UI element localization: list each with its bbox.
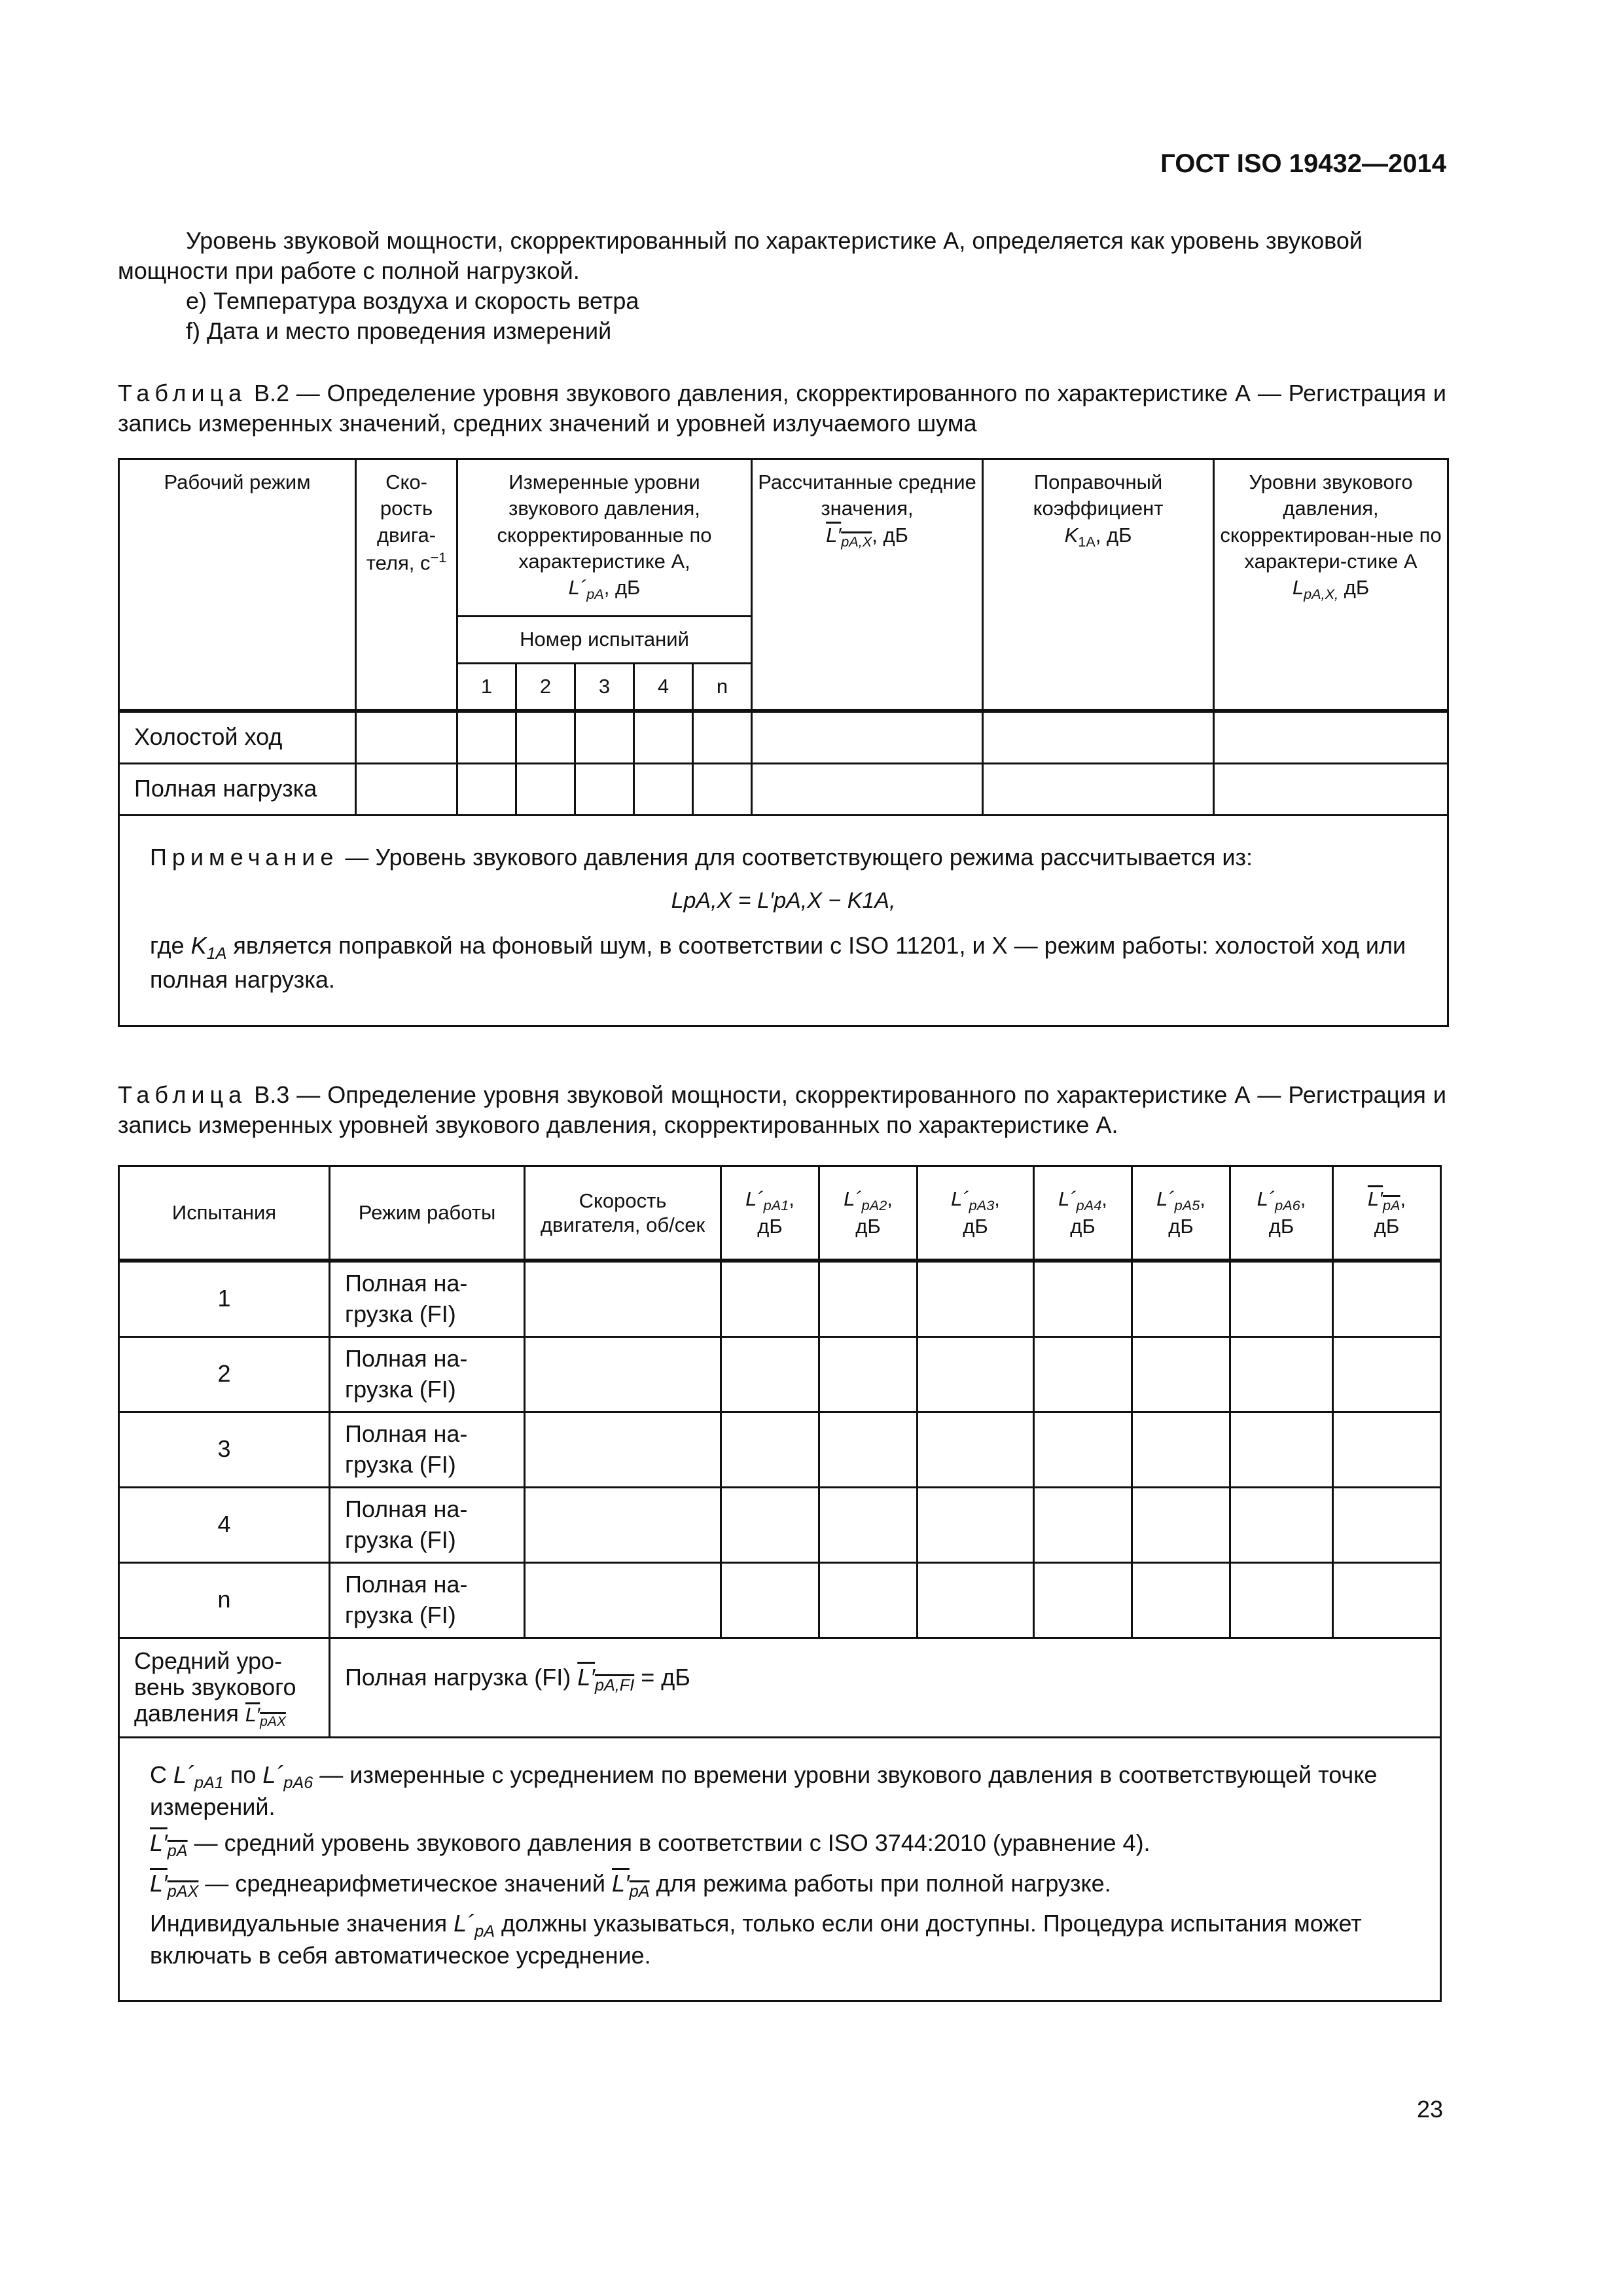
table-row xyxy=(119,1412,1441,1487)
table-cell xyxy=(983,711,1214,764)
table-cell xyxy=(525,1487,721,1562)
table-b2-header-measured-sub: pA xyxy=(586,586,604,603)
table-b2-note-intro xyxy=(150,842,1417,872)
table-b3-note-1-b: по xyxy=(230,1761,257,1788)
table-b3-level-avg-sub: pA xyxy=(1382,1197,1400,1214)
table-cell xyxy=(525,1336,721,1412)
table-cell xyxy=(356,763,457,815)
table-cell xyxy=(1230,1336,1333,1412)
table-b3-note-3-sym-main: L′ xyxy=(150,1869,168,1897)
table-b3-header-test: Испытания xyxy=(119,1166,330,1261)
table-cell xyxy=(516,763,575,815)
table-cell xyxy=(457,711,516,764)
table-b3-caption xyxy=(118,1080,1446,1140)
table-cell xyxy=(1034,1261,1132,1337)
table-b3-header-level-avg: $L'_{pA}$, дБ xyxy=(1333,1166,1441,1261)
table-cell xyxy=(1230,1487,1333,1562)
table-row xyxy=(119,1261,1441,1337)
table-b3-row-4-mode: Полная на-грузка (FI) xyxy=(330,1487,525,1562)
table-cell xyxy=(1230,1261,1333,1337)
table-b3-avg-label xyxy=(119,1638,330,1737)
table-b2-header-correction xyxy=(983,459,1214,711)
table-cell xyxy=(819,1261,918,1337)
table-b2 xyxy=(118,458,1449,1027)
table-b3-note-3-text-b: для режима работы при полной нагрузке. xyxy=(656,1869,1111,1897)
table-b2-note-where-sym: K xyxy=(190,932,207,960)
table-cell xyxy=(819,1412,918,1487)
table-b3-note-2 xyxy=(150,1829,1410,1861)
table-b3-level-3-sym: L´ xyxy=(951,1187,969,1211)
table-cell xyxy=(575,763,634,815)
table-row xyxy=(119,711,1448,764)
table-b3-avg-value-suffix: = дБ xyxy=(641,1663,690,1691)
table-cell xyxy=(752,763,983,815)
table-b3-note-3-sub2: pA xyxy=(629,1882,650,1901)
table-row xyxy=(119,763,1448,815)
table-b3-note-1-a: С xyxy=(150,1761,167,1788)
table-b3-note-3 xyxy=(150,1869,1410,1901)
table-cell xyxy=(918,1487,1034,1562)
table-b2-test-number-3: 3 xyxy=(575,664,634,711)
table-cell xyxy=(1333,1562,1441,1638)
table-cell xyxy=(693,711,752,764)
intro-paragraph: Уровень звуковой мощности, скорректированный по характеристике А, определяется как уровень звуковой мощности при работе с полной нагрузкой. xyxy=(118,227,1363,285)
table-b2-note-where-sub: 1A xyxy=(206,944,227,963)
table-b2-header-measured-unit: , дБ xyxy=(603,576,641,600)
table-cell xyxy=(634,711,693,764)
table-cell xyxy=(1132,1562,1230,1638)
table-cell xyxy=(634,763,693,815)
table-b3-note-3-sym2-main: L′ xyxy=(612,1869,630,1897)
table-b2-caption xyxy=(118,378,1446,439)
table-b3-level-3-unit: дБ xyxy=(963,1215,988,1238)
page-number: 23 xyxy=(1416,2096,1443,2123)
table-b3-avg-label-sym-main: L′ xyxy=(245,1704,260,1727)
table-b3-row-2-num: 2 xyxy=(119,1336,330,1412)
table-b3-level-avg-unit: дБ xyxy=(1374,1215,1400,1238)
table-b2-header-levels-sym: L xyxy=(1292,576,1304,600)
table-cell xyxy=(1034,1487,1132,1562)
table-b3-level-4-sym: L´ xyxy=(1058,1187,1077,1211)
table-b3-avg-value xyxy=(330,1638,1441,1737)
table-b3-level-4-sub: pA4 xyxy=(1076,1197,1102,1214)
table-b3-avg-label-sym xyxy=(245,1704,286,1730)
table-b2-header-levels xyxy=(1214,459,1448,711)
table-b3-avg-value-sym xyxy=(577,1663,635,1695)
table-cell xyxy=(525,1261,721,1337)
table-cell xyxy=(918,1562,1034,1638)
table-b3-note-4 xyxy=(150,1909,1410,1970)
intro-item-f: f) Дата и место проведения измерений xyxy=(186,317,612,344)
table-cell xyxy=(819,1487,918,1562)
table-b2-header-measured-text: Измеренные уровни звукового давления, скорректированные по характеристике А, xyxy=(497,471,712,573)
table-cell xyxy=(525,1412,721,1487)
table-b3-row-3-mode: Полная на-грузка (FI) xyxy=(330,1412,525,1487)
table-b3-row-3-num: 3 xyxy=(119,1412,330,1487)
table-cell xyxy=(575,711,634,764)
table-row xyxy=(119,1638,1441,1737)
table-b2-formula: LpA,X = L′pA,X − K1A, xyxy=(671,888,896,913)
table-b2-row-full-label: Полная нагрузка xyxy=(119,763,356,815)
table-cell xyxy=(721,1336,819,1412)
table-cell xyxy=(1333,1336,1441,1412)
table-b3-level-1-sym: L´ xyxy=(745,1187,764,1211)
table-b3-note-1-sym2: L´ xyxy=(262,1761,284,1788)
table-b3-level-avg-sym-main: L′ xyxy=(1367,1187,1383,1211)
table-cell xyxy=(721,1562,819,1638)
table-b3-header-speed: Скорость двигателя, об/сек xyxy=(525,1166,721,1261)
table-cell xyxy=(1214,711,1448,764)
table-b3-note-4-a: Индивидуальные значения xyxy=(150,1909,448,1937)
table-b2-header-calc-unit: , дБ xyxy=(872,523,908,547)
table-b3-row-1-num: 1 xyxy=(119,1261,330,1337)
table-cell xyxy=(693,763,752,815)
table-cell xyxy=(983,763,1214,815)
table-b3-header-level-3: $L´_{pA3}$, дБ xyxy=(918,1166,1034,1261)
table-b3-row-4-num: 4 xyxy=(119,1487,330,1562)
table-b3-level-1-unit: дБ xyxy=(757,1215,783,1238)
table-b2-header-calc-text: Рассчитанные средние значения, xyxy=(758,471,976,520)
table-cell xyxy=(1333,1487,1441,1562)
table-b3-level-2-sym: L´ xyxy=(844,1187,862,1211)
table-cell xyxy=(356,711,457,764)
table-cell xyxy=(918,1261,1034,1337)
table-b3-note-3-sub: pAX xyxy=(167,1882,199,1901)
table-b2-header-speed-text: Ско-рость двига-теля, с xyxy=(366,471,437,575)
table-cell xyxy=(525,1562,721,1638)
table-b3-note-3-text-a: — среднеарифметическое значений xyxy=(205,1869,605,1897)
table-cell xyxy=(721,1261,819,1337)
table-b2-caption-text: В.2 — Определение уровня звукового давления, скорректированного по характеристике А — Регистрация и запись измеренных значений, средних значений и уровней излучаемого шума xyxy=(118,380,1446,437)
table-b2-header-correction-text: Поправочный коэффициент xyxy=(1033,471,1164,520)
table-b2-test-number-1: 1 xyxy=(457,664,516,711)
table-cell xyxy=(918,1336,1034,1412)
table-b3-level-3-sub: pA3 xyxy=(969,1197,995,1214)
table-b2-test-number-4: 4 xyxy=(634,664,693,711)
table-cell xyxy=(819,1336,918,1412)
table-b3-caption-text: В.3 — Определение уровня звуковой мощности, скорректированного по характеристике А — Регистрация и запись измеренных уровней звукового давления, скорректированных по характеристике А. xyxy=(118,1081,1446,1139)
table-b2-header-calc-sub: pA,X xyxy=(841,533,872,550)
table-cell xyxy=(1333,1261,1441,1337)
table-b3-avg-value-sym-main: L′ xyxy=(577,1663,595,1691)
table-b3-avg-label-text: Средний уро-вень звукового давления xyxy=(134,1647,296,1727)
table-cell xyxy=(1132,1336,1230,1412)
table-b2-header-correction-sub: 1A xyxy=(1078,533,1096,550)
table-b3-level-6-unit: дБ xyxy=(1268,1215,1294,1238)
table-b2-header-calc-sym xyxy=(826,523,872,550)
table-b3-avg-value-sub: pA,FI xyxy=(595,1676,635,1695)
table-cell xyxy=(1132,1412,1230,1487)
table-b3-header-level-2: $L´_{pA2}$, дБ xyxy=(819,1166,918,1261)
table-b3-note-1 xyxy=(150,1761,1410,1821)
table-b2-header-calc xyxy=(752,459,983,711)
table-b2-note-where xyxy=(150,931,1417,995)
table-b2-note-text: — Уровень звукового давления для соответствующего режима рассчитывается из: xyxy=(345,843,1253,870)
table-b3-level-6-sub: pA6 xyxy=(1275,1197,1300,1214)
table-cell xyxy=(1214,763,1448,815)
table-b3-level-2-sub: pA2 xyxy=(861,1197,887,1214)
table-b3-note-3-sym xyxy=(150,1869,199,1901)
table-b2-test-number-2: 2 xyxy=(516,664,575,711)
table-b2-row-idle-label: Холостой ход xyxy=(119,711,356,764)
table-b3-header-level-4: $L´_{pA4}$, дБ xyxy=(1034,1166,1132,1261)
table-cell xyxy=(752,711,983,764)
table-cell xyxy=(819,1562,918,1638)
table-b3-caption-word: Таблица xyxy=(118,1081,247,1108)
table-b3-note-1-sub2: pA6 xyxy=(283,1773,313,1792)
table-b3-note-3-sym2 xyxy=(612,1869,650,1901)
table-b2-caption-word: Таблица xyxy=(118,380,247,406)
table-row xyxy=(119,1336,1441,1412)
table-b3-level-5-unit: дБ xyxy=(1168,1215,1194,1238)
table-cell xyxy=(1132,1487,1230,1562)
table-b3-level-avg-sym xyxy=(1367,1187,1400,1214)
table-b3-level-2-unit: дБ xyxy=(855,1215,881,1238)
table-b3-row-n-mode: Полная на-грузка (FI) xyxy=(330,1562,525,1638)
table-b3-note-2-text: — средний уровень звукового давления в соответствии с ISO 3744:2010 (уравнение 4). xyxy=(194,1829,1150,1857)
table-b3-note-1-sym1: L´ xyxy=(173,1761,195,1788)
table-b3-note-2-sub: pA xyxy=(167,1842,188,1861)
document-standard-number: ГОСТ ISO 19432—2014 xyxy=(1160,149,1446,178)
table-cell xyxy=(1333,1412,1441,1487)
table-cell xyxy=(457,763,516,815)
table-b3-level-5-sub: pA5 xyxy=(1174,1197,1200,1214)
table-b3-avg-value-prefix: Полная нагрузка (FI) xyxy=(345,1663,571,1691)
table-b3-row-n-num: n xyxy=(119,1562,330,1638)
table-b2-test-number-n: n xyxy=(693,664,752,711)
table-cell xyxy=(721,1487,819,1562)
table-b3-level-4-unit: дБ xyxy=(1070,1215,1096,1238)
table-b3-note-1-sub1: pA1 xyxy=(194,1773,224,1792)
table-b3-note-4-sub: pA xyxy=(474,1922,495,1941)
table-row xyxy=(119,1562,1441,1638)
table-b2-note-where-a: где xyxy=(150,932,185,960)
table-b2-header-correction-unit: , дБ xyxy=(1095,523,1132,547)
table-b3-note xyxy=(119,1737,1441,2001)
table-cell xyxy=(721,1412,819,1487)
table-b2-note-word: Примечание xyxy=(150,843,339,870)
table-b3-note-4-b: должны указываться, только если они доступны. Процедура испытания может включать в себя автоматическое усреднение. xyxy=(150,1909,1362,1969)
table-b2-header-levels-unit: дБ xyxy=(1338,576,1370,600)
table-b2-header-mode: Рабочий режим xyxy=(119,459,356,711)
table-b3-note-4-sym: L´ xyxy=(454,1909,475,1937)
table-cell xyxy=(516,711,575,764)
table-b2-header-speed xyxy=(356,459,457,711)
table-row xyxy=(119,1487,1441,1562)
table-b3-level-5-sym: L´ xyxy=(1156,1187,1175,1211)
table-cell xyxy=(1034,1412,1132,1487)
table-cell xyxy=(918,1412,1034,1487)
table-b2-header-calc-sym-main: L′ xyxy=(826,523,842,547)
table-cell xyxy=(1034,1336,1132,1412)
table-b3-row-1-mode: Полная на-грузка (FI) xyxy=(330,1261,525,1337)
table-b3-avg-label-sub: pAX xyxy=(260,1714,286,1730)
table-b2-note-where-b: является поправкой на фоновый шум, в соответствии с ISO 11201, и X — режим работы: холостой ход или полная нагрузка. xyxy=(150,932,1406,993)
table-b3-level-6-sym: L´ xyxy=(1257,1187,1275,1211)
table-cell xyxy=(1034,1562,1132,1638)
table-b3-header-level-5: $L´_{pA5}$, дБ xyxy=(1132,1166,1230,1261)
table-b3-note-2-sym-main: L′ xyxy=(150,1829,168,1857)
table-b2-header-levels-sub: pA,X, xyxy=(1304,586,1339,603)
table-cell xyxy=(1132,1261,1230,1337)
table-b2-header-levels-text: Уровни звукового давления, скорректирован-ные по характери-стике А xyxy=(1220,471,1442,573)
table-cell xyxy=(1230,1562,1333,1638)
intro-item-e: е) Температура воздуха и скорость ветра xyxy=(186,287,639,314)
table-b2-note xyxy=(119,815,1448,1026)
table-b2-header-correction-sym: K xyxy=(1064,523,1079,547)
table-b3-row-2-mode: Полная на-грузка (FI) xyxy=(330,1336,525,1412)
table-cell xyxy=(1230,1412,1333,1487)
table-b2-header-measured xyxy=(457,459,752,617)
table-b3-note-1-c: — измеренные с усреднением по времени уровни звукового давления в соответствующей точке измерений. xyxy=(150,1761,1378,1820)
table-b2-header-measured-sym: L´ xyxy=(568,576,587,600)
table-b3 xyxy=(118,1165,1442,2002)
table-b3-note-2-sym xyxy=(150,1829,188,1861)
table-b3-level-1-sub: pA1 xyxy=(763,1197,789,1214)
table-b2-header-speed-exp: −1 xyxy=(430,548,447,565)
table-b3-header-level-1: $L´_{pA1}$, дБ xyxy=(721,1166,819,1261)
table-b2-test-number-label: Номер испытаний xyxy=(457,617,752,664)
table-b3-header-mode: Режим работы xyxy=(330,1166,525,1261)
table-b3-header-level-6: $L´_{pA6}$, дБ xyxy=(1230,1166,1333,1261)
